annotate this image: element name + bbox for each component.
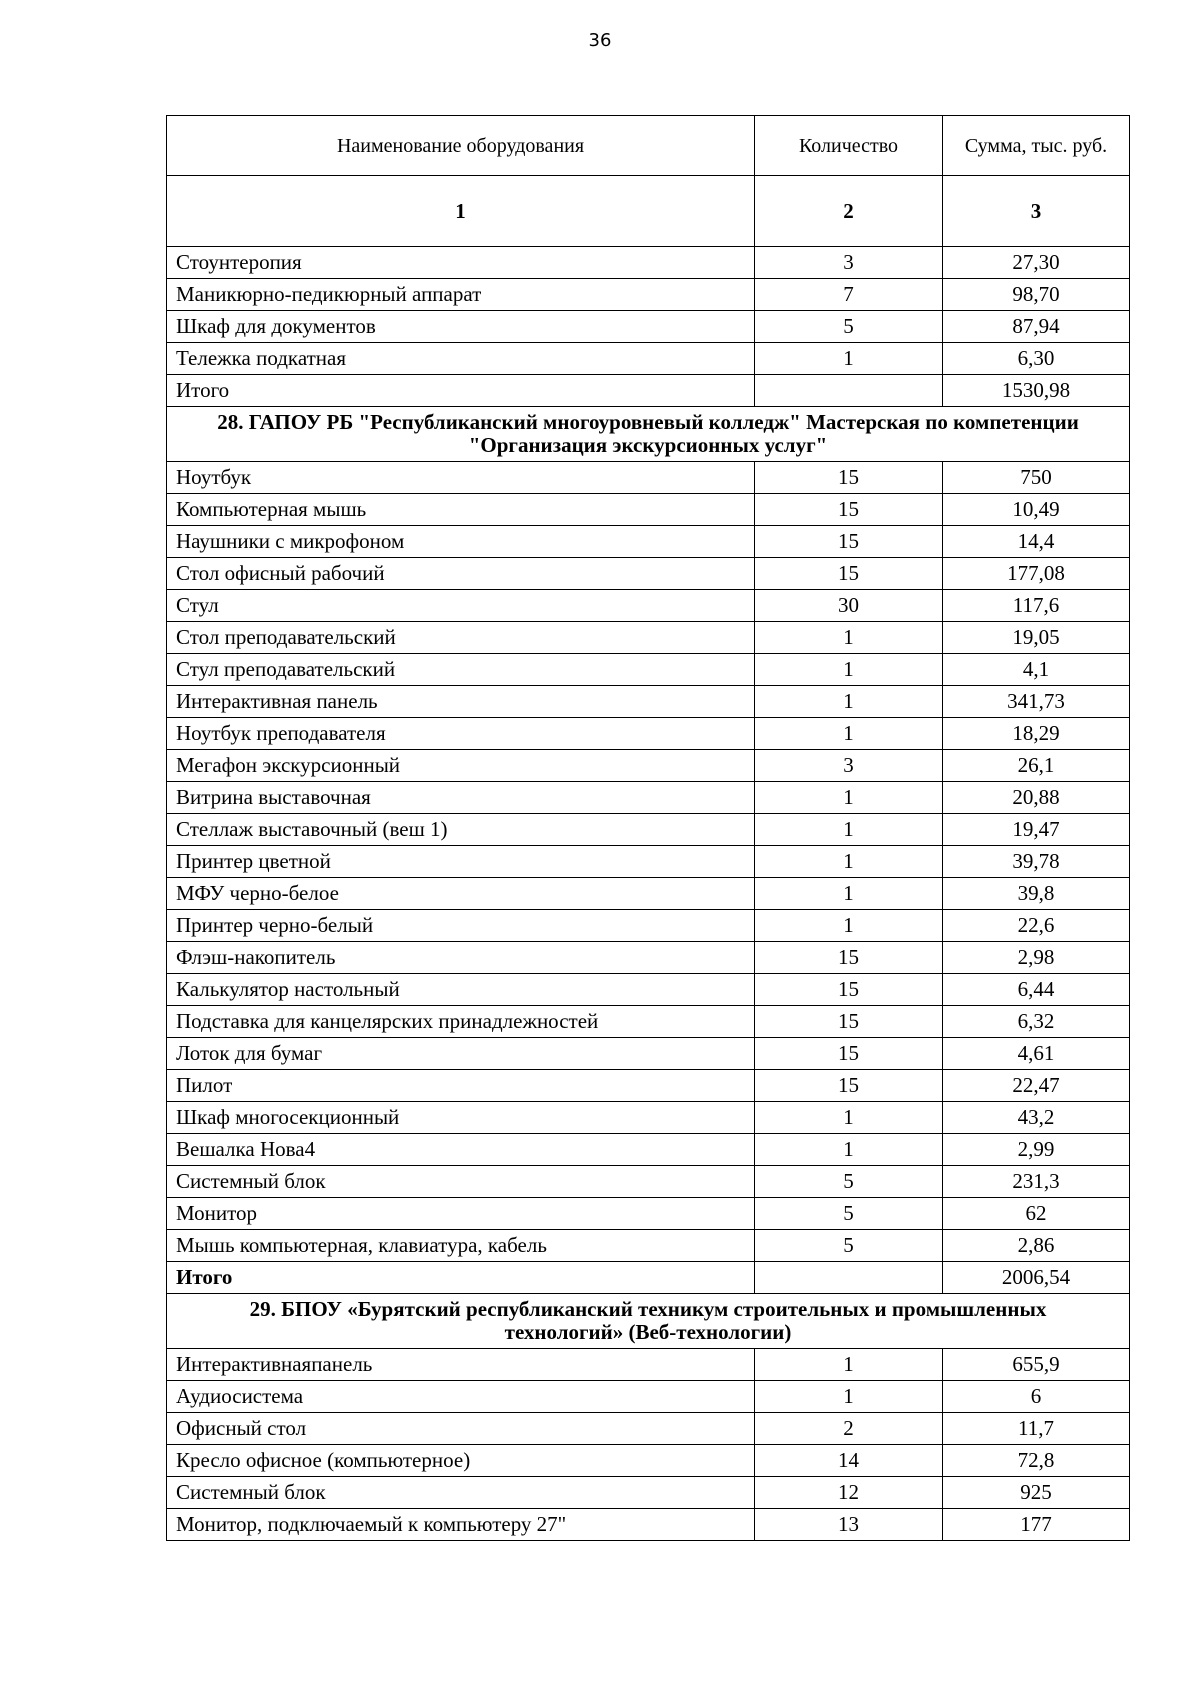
quantity-cell: 15	[755, 462, 943, 494]
equipment-name-cell: Стеллаж выставочный (веш 1)	[167, 814, 755, 846]
table-row	[167, 247, 1130, 279]
header-row	[167, 116, 1130, 176]
sum-cell: 177,08	[943, 558, 1130, 590]
table-row	[167, 750, 1130, 782]
quantity-cell: 1	[755, 910, 943, 942]
sum-cell: 341,73	[943, 686, 1130, 718]
equipment-name-cell: Ноутбук	[167, 462, 755, 494]
equipment-name-cell: Наушники с микрофоном	[167, 526, 755, 558]
sum-cell: 6,30	[943, 343, 1130, 375]
quantity-cell: 12	[755, 1477, 943, 1509]
table-row	[167, 462, 1130, 494]
table-row	[167, 1070, 1130, 1102]
table-row	[167, 1509, 1130, 1541]
equipment-name-cell: Итого	[167, 1262, 755, 1294]
quantity-cell: 13	[755, 1509, 943, 1541]
table-row	[167, 1134, 1130, 1166]
table-row	[167, 1038, 1130, 1070]
sum-cell: 27,30	[943, 247, 1130, 279]
table-row	[167, 311, 1130, 343]
equipment-name-cell: Офисный стол	[167, 1413, 755, 1445]
sum-cell: 2,98	[943, 942, 1130, 974]
table-row	[167, 1198, 1130, 1230]
column-number-3: 3	[943, 176, 1130, 247]
equipment-name-cell: Монитор, подключаемый к компьютеру 27"	[167, 1509, 755, 1541]
sum-cell: 2,99	[943, 1134, 1130, 1166]
quantity-cell: 1	[755, 1381, 943, 1413]
sum-cell: 117,6	[943, 590, 1130, 622]
equipment-name-cell: Мышь компьютерная, клавиатура, кабель	[167, 1230, 755, 1262]
equipment-name-cell: Стул	[167, 590, 755, 622]
table-row	[167, 279, 1130, 311]
sum-cell: 72,8	[943, 1445, 1130, 1477]
quantity-cell	[755, 375, 943, 407]
total-row	[167, 375, 1130, 407]
quantity-cell: 3	[755, 247, 943, 279]
sum-cell: 2006,54	[943, 1262, 1130, 1294]
quantity-cell: 5	[755, 1230, 943, 1262]
sum-cell: 22,47	[943, 1070, 1130, 1102]
equipment-name-cell: Интерактивная панель	[167, 686, 755, 718]
total-row	[167, 1262, 1130, 1294]
sum-cell: 6,44	[943, 974, 1130, 1006]
equipment-name-cell: Стол офисный рабочий	[167, 558, 755, 590]
quantity-cell: 7	[755, 279, 943, 311]
equipment-name-cell: Витрина выставочная	[167, 782, 755, 814]
sum-cell: 2,86	[943, 1230, 1130, 1262]
table-row	[167, 654, 1130, 686]
quantity-cell: 1	[755, 1102, 943, 1134]
quantity-cell: 1	[755, 1349, 943, 1381]
quantity-cell: 5	[755, 311, 943, 343]
quantity-cell: 15	[755, 526, 943, 558]
quantity-cell: 1	[755, 846, 943, 878]
table-row	[167, 1477, 1130, 1509]
table-row	[167, 343, 1130, 375]
equipment-name-cell: Шкаф для документов	[167, 311, 755, 343]
equipment-name-cell: Тележка подкатная	[167, 343, 755, 375]
table-header	[167, 116, 1130, 247]
table-row	[167, 1230, 1130, 1262]
sum-cell: 4,61	[943, 1038, 1130, 1070]
table-row	[167, 1445, 1130, 1477]
table-row	[167, 910, 1130, 942]
equipment-name-cell: Вешалка Нова4	[167, 1134, 755, 1166]
equipment-name-cell: Принтер цветной	[167, 846, 755, 878]
quantity-cell: 15	[755, 1006, 943, 1038]
quantity-cell: 3	[755, 750, 943, 782]
equipment-name-cell: Интерактивнаяпанель	[167, 1349, 755, 1381]
quantity-cell: 5	[755, 1198, 943, 1230]
sum-cell: 19,05	[943, 622, 1130, 654]
table-row	[167, 494, 1130, 526]
sum-cell: 87,94	[943, 311, 1130, 343]
quantity-cell: 1	[755, 814, 943, 846]
sum-cell: 18,29	[943, 718, 1130, 750]
sum-cell: 925	[943, 1477, 1130, 1509]
column-number-1: 1	[167, 176, 755, 247]
equipment-name-cell: Итого	[167, 375, 755, 407]
sum-cell: 10,49	[943, 494, 1130, 526]
table-body	[167, 247, 1130, 1541]
column-number-row	[167, 176, 1130, 247]
sum-cell: 4,1	[943, 654, 1130, 686]
equipment-name-cell: Стоунтеропия	[167, 247, 755, 279]
quantity-cell: 1	[755, 654, 943, 686]
quantity-cell: 14	[755, 1445, 943, 1477]
quantity-cell: 2	[755, 1413, 943, 1445]
header-sum: Сумма, тыс. руб.	[943, 116, 1130, 176]
page-number: 36	[588, 30, 612, 51]
sum-cell: 750	[943, 462, 1130, 494]
table-row	[167, 1381, 1130, 1413]
quantity-cell: 1	[755, 622, 943, 654]
section-heading-row	[167, 1294, 1130, 1349]
quantity-cell: 1	[755, 718, 943, 750]
header-quantity: Количество	[755, 116, 943, 176]
table-row	[167, 526, 1130, 558]
sum-cell: 39,78	[943, 846, 1130, 878]
quantity-cell: 1	[755, 1134, 943, 1166]
equipment-table	[166, 115, 1130, 1541]
equipment-name-cell: Подставка для канцелярских принадлежностей	[167, 1006, 755, 1038]
sum-cell: 62	[943, 1198, 1130, 1230]
equipment-name-cell: Монитор	[167, 1198, 755, 1230]
equipment-name-cell: Кресло офисное (компьютерное)	[167, 1445, 755, 1477]
sum-cell: 20,88	[943, 782, 1130, 814]
sum-cell: 26,1	[943, 750, 1130, 782]
quantity-cell: 1	[755, 686, 943, 718]
header-equipment-name: Наименование оборудования	[167, 116, 755, 176]
table-row	[167, 974, 1130, 1006]
equipment-name-cell: Принтер черно-белый	[167, 910, 755, 942]
sum-cell: 14,4	[943, 526, 1130, 558]
table-row	[167, 942, 1130, 974]
table-row	[167, 686, 1130, 718]
column-number-2: 2	[755, 176, 943, 247]
table-row	[167, 622, 1130, 654]
table-row	[167, 558, 1130, 590]
equipment-name-cell: Мегафон экскурсионный	[167, 750, 755, 782]
table-row	[167, 1006, 1130, 1038]
sum-cell: 43,2	[943, 1102, 1130, 1134]
quantity-cell: 15	[755, 1070, 943, 1102]
quantity-cell: 15	[755, 1038, 943, 1070]
section-title: 28. ГАПОУ РБ "Республиканский многоуровневый колледж" Мастерская по компетенции "Организация экскурсионных услуг"	[167, 407, 1130, 462]
equipment-name-cell: Системный блок	[167, 1477, 755, 1509]
equipment-name-cell: Калькулятор настольный	[167, 974, 755, 1006]
sum-cell: 11,7	[943, 1413, 1130, 1445]
equipment-name-cell: Флэш-накопитель	[167, 942, 755, 974]
equipment-name-cell: МФУ черно-белое	[167, 878, 755, 910]
table-row	[167, 814, 1130, 846]
sum-cell: 231,3	[943, 1166, 1130, 1198]
sum-cell: 177	[943, 1509, 1130, 1541]
quantity-cell: 15	[755, 494, 943, 526]
table-row	[167, 1413, 1130, 1445]
equipment-name-cell: Аудиосистема	[167, 1381, 755, 1413]
sum-cell: 22,6	[943, 910, 1130, 942]
quantity-cell: 15	[755, 558, 943, 590]
table-row	[167, 846, 1130, 878]
section-title: 29. БПОУ «Бурятский республиканский техникум строительных и промышленных технологий» (Веб-технологии)	[167, 1294, 1130, 1349]
quantity-cell: 1	[755, 878, 943, 910]
sum-cell: 1530,98	[943, 375, 1130, 407]
sum-cell: 39,8	[943, 878, 1130, 910]
quantity-cell: 15	[755, 942, 943, 974]
quantity-cell: 1	[755, 343, 943, 375]
sum-cell: 98,70	[943, 279, 1130, 311]
quantity-cell: 5	[755, 1166, 943, 1198]
equipment-name-cell: Шкаф многосекционный	[167, 1102, 755, 1134]
equipment-name-cell: Пилот	[167, 1070, 755, 1102]
equipment-name-cell: Стул преподавательский	[167, 654, 755, 686]
sum-cell: 19,47	[943, 814, 1130, 846]
sum-cell: 6	[943, 1381, 1130, 1413]
equipment-name-cell: Ноутбук преподавателя	[167, 718, 755, 750]
equipment-name-cell: Лоток для бумаг	[167, 1038, 755, 1070]
table-row	[167, 1349, 1130, 1381]
table-row	[167, 782, 1130, 814]
table-row	[167, 718, 1130, 750]
section-heading-row	[167, 407, 1130, 462]
table-row	[167, 1102, 1130, 1134]
table-row	[167, 590, 1130, 622]
equipment-name-cell: Системный блок	[167, 1166, 755, 1198]
equipment-name-cell: Стол преподавательский	[167, 622, 755, 654]
quantity-cell: 1	[755, 782, 943, 814]
equipment-name-cell: Компьютерная мышь	[167, 494, 755, 526]
table-row	[167, 878, 1130, 910]
quantity-cell: 30	[755, 590, 943, 622]
table-row	[167, 1166, 1130, 1198]
quantity-cell: 15	[755, 974, 943, 1006]
equipment-name-cell: Маникюрно-педикюрный аппарат	[167, 279, 755, 311]
sum-cell: 655,9	[943, 1349, 1130, 1381]
quantity-cell	[755, 1262, 943, 1294]
sum-cell: 6,32	[943, 1006, 1130, 1038]
